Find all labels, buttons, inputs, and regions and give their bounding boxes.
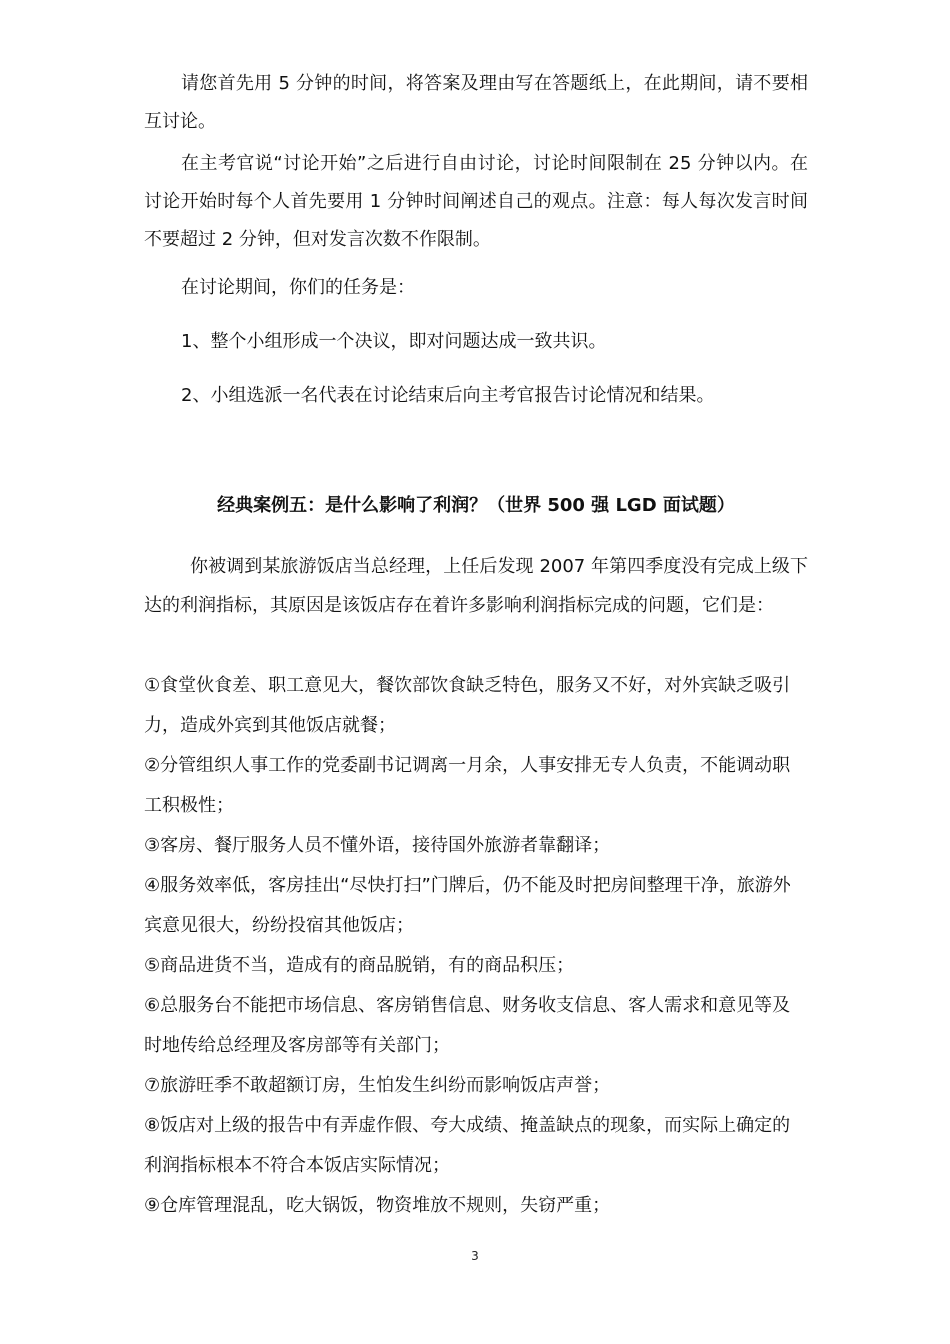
case-item-7: ⑦旅游旺季不敢超额订房，生怕发生纠纷而影响饭店声誉； (144, 1075, 611, 1096)
case-item-3: ③客房、餐厅服务人员不懂外语，接待国外旅游者靠翻译； (144, 835, 611, 856)
instruction-paragraph-2: 在主考官说“讨论开始”之后进行自由讨论，讨论时间限制在 25 分钟以内。在讨论开始时每个人首先要用 1 分钟时间阐述自己的观点。注意：每人每次发言时间不要超过 2 分钟，但对发言次数不作限制。 (144, 153, 808, 250)
case-intro: 你被调到某旅游饭店当总经理，上任后发现 2007 年第四季度没有完成上级下达的利润指标，其原因是该饭店存在着许多影响利润指标完成的问题，它们是： (144, 556, 808, 616)
page-number: 3 (471, 1249, 479, 1263)
instruction-paragraph-1: 请您首先用 5 分钟的时间，将答案及理由写在答题纸上，在此期间，请不要相互讨论。 (144, 73, 808, 132)
instruction-paragraph-3: 在讨论期间，你们的任务是： (181, 277, 415, 298)
task-item-1: 1、整个小组形成一个决议，即对问题达成一致共识。 (181, 331, 607, 352)
case-item-8: ⑧饭店对上级的报告中有弄虚作假、夸大成绩、掩盖缺点的现象，而实际上确定的利润指标根本不符合本饭店实际情况； (144, 1115, 791, 1176)
case-item-1: ①食堂伙食差、职工意见大，餐饮部饮食缺乏特色，服务又不好，对外宾缺乏吸引力，造成外宾到其他饭店就餐； (144, 675, 791, 736)
case-item-2: ②分管组织人事工作的党委副书记调离一月余，人事安排无专人负责，不能调动职工积极性； (144, 755, 791, 816)
case-item-5: ⑤商品进货不当，造成有的商品脱销，有的商品积压； (144, 955, 575, 976)
case-item-4: ④服务效率低，客房挂出“尽快打扫”门牌后，仍不能及时把房间整理干净，旅游外宾意见很大，纷纷投宿其他饭店； (144, 875, 791, 936)
case-item-6: ⑥总服务台不能把市场信息、客房销售信息、财务收支信息、客人需求和意见等及时地传给总经理及客房部等有关部门； (144, 995, 791, 1056)
case-title: 经典案例五：是什么影响了利润？（世界 500 强 LGD 面试题） (217, 495, 735, 516)
case-item-9: ⑨仓库管理混乱，吃大锅饭，物资堆放不规则，失窃严重； (144, 1195, 611, 1216)
task-item-2: 2、小组选派一名代表在讨论结束后向主考官报告讨论情况和结果。 (181, 385, 715, 406)
